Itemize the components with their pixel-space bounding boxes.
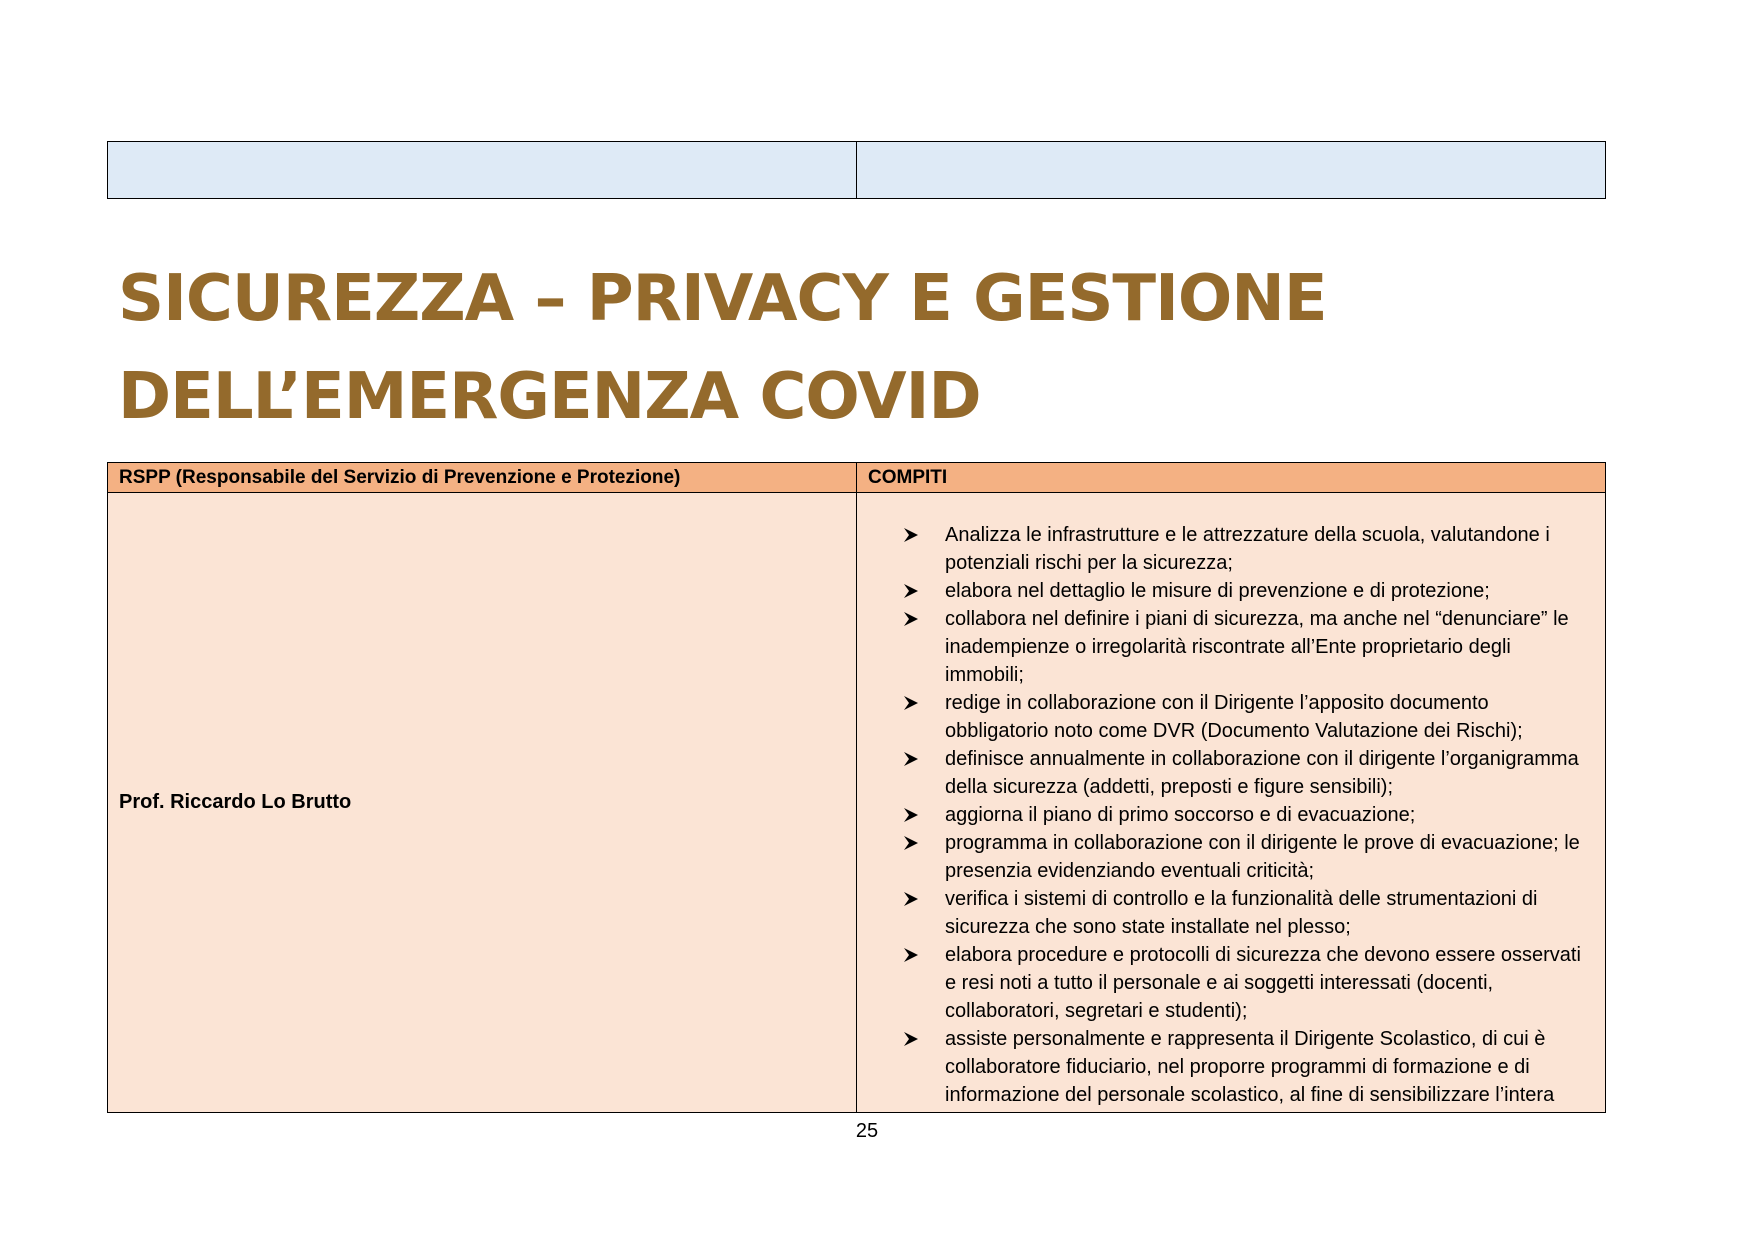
task-text: elabora nel dettaglio le misure di prevenzione e di protezione;	[945, 580, 1490, 602]
arrowhead-bullet-icon	[901, 689, 921, 717]
arrowhead-bullet-icon	[901, 577, 921, 605]
top-table	[107, 141, 1606, 199]
top-table-cell-left	[108, 142, 857, 198]
arrowhead-bullet-icon	[901, 521, 921, 549]
task-text: collabora nel definire i piani di sicurezza, ma anche nel “denunciare” le inadempienze o irregolarità riscontrate all’Ente proprietario degli immobili;	[945, 608, 1569, 686]
top-table-cell-right	[857, 142, 1605, 198]
table-header-role: RSPP (Responsabile del Servizio di Prevenzione e Protezione)	[108, 463, 857, 493]
arrowhead-bullet-icon	[901, 941, 921, 969]
task-item	[857, 605, 1593, 689]
task-item	[857, 829, 1593, 885]
arrowhead-bullet-icon	[901, 745, 921, 773]
task-item	[857, 801, 1593, 829]
task-text: definisce annualmente in collaborazione con il dirigente l’organigramma della sicurezza (addetti, preposti e figure sensibili);	[945, 748, 1579, 798]
rspp-person-name: Prof. Riccardo Lo Brutto	[119, 791, 352, 813]
task-text: assiste personalmente e rappresenta il Dirigente Scolastico, di cui è collaboratore fiduciario, nel proporre programmi di formazione e di informazione del personale scolastico, al fine di sensibilizzare l’intera	[945, 1028, 1555, 1106]
arrowhead-bullet-icon	[901, 829, 921, 857]
task-text: redige in collaborazione con il Dirigente l’apposito documento obbligatorio noto come DVR (Documento Valutazione dei Rischi);	[945, 692, 1523, 742]
page-title-line-1: SICUREZZA – PRIVACY E GESTIONE	[118, 262, 1327, 336]
arrowhead-bullet-icon	[901, 885, 921, 913]
arrowhead-bullet-icon	[901, 801, 921, 829]
task-item	[857, 885, 1593, 941]
rspp-person-cell	[108, 493, 857, 1112]
table-header-tasks: COMPITI	[857, 463, 1605, 493]
task-text: verifica i sistemi di controllo e la funzionalità delle strumentazioni di sicurezza che sono state installate nel plesso;	[945, 888, 1538, 938]
rspp-table	[107, 462, 1606, 1113]
page-title-line-2: DELL’EMERGENZA COVID	[118, 360, 981, 434]
arrowhead-bullet-icon	[901, 1025, 921, 1053]
task-text: programma in collaborazione con il dirigente le prove di evacuazione; le presenzia evidenziando eventuali criticità;	[945, 832, 1580, 882]
task-text: aggiorna il piano di primo soccorso e di evacuazione;	[945, 804, 1416, 826]
task-list	[857, 493, 1605, 1109]
arrowhead-bullet-icon	[901, 605, 921, 633]
task-text: elabora procedure e protocolli di sicurezza che devono essere osservati e resi noti a tutto il personale e ai soggetti interessati (docenti, collaboratori, segretari e studenti);	[945, 944, 1581, 1022]
task-item	[857, 577, 1593, 605]
page-title	[118, 250, 1327, 446]
tasks-cell	[857, 493, 1605, 1112]
page-number: 25	[855, 1120, 879, 1142]
task-text: Analizza le infrastrutture e le attrezzature della scuola, valutandone i potenziali rischi per la sicurezza;	[945, 524, 1550, 574]
task-item	[857, 521, 1593, 577]
task-item	[857, 689, 1593, 745]
task-item	[857, 941, 1593, 1025]
task-item	[857, 745, 1593, 801]
task-item	[857, 1025, 1593, 1109]
